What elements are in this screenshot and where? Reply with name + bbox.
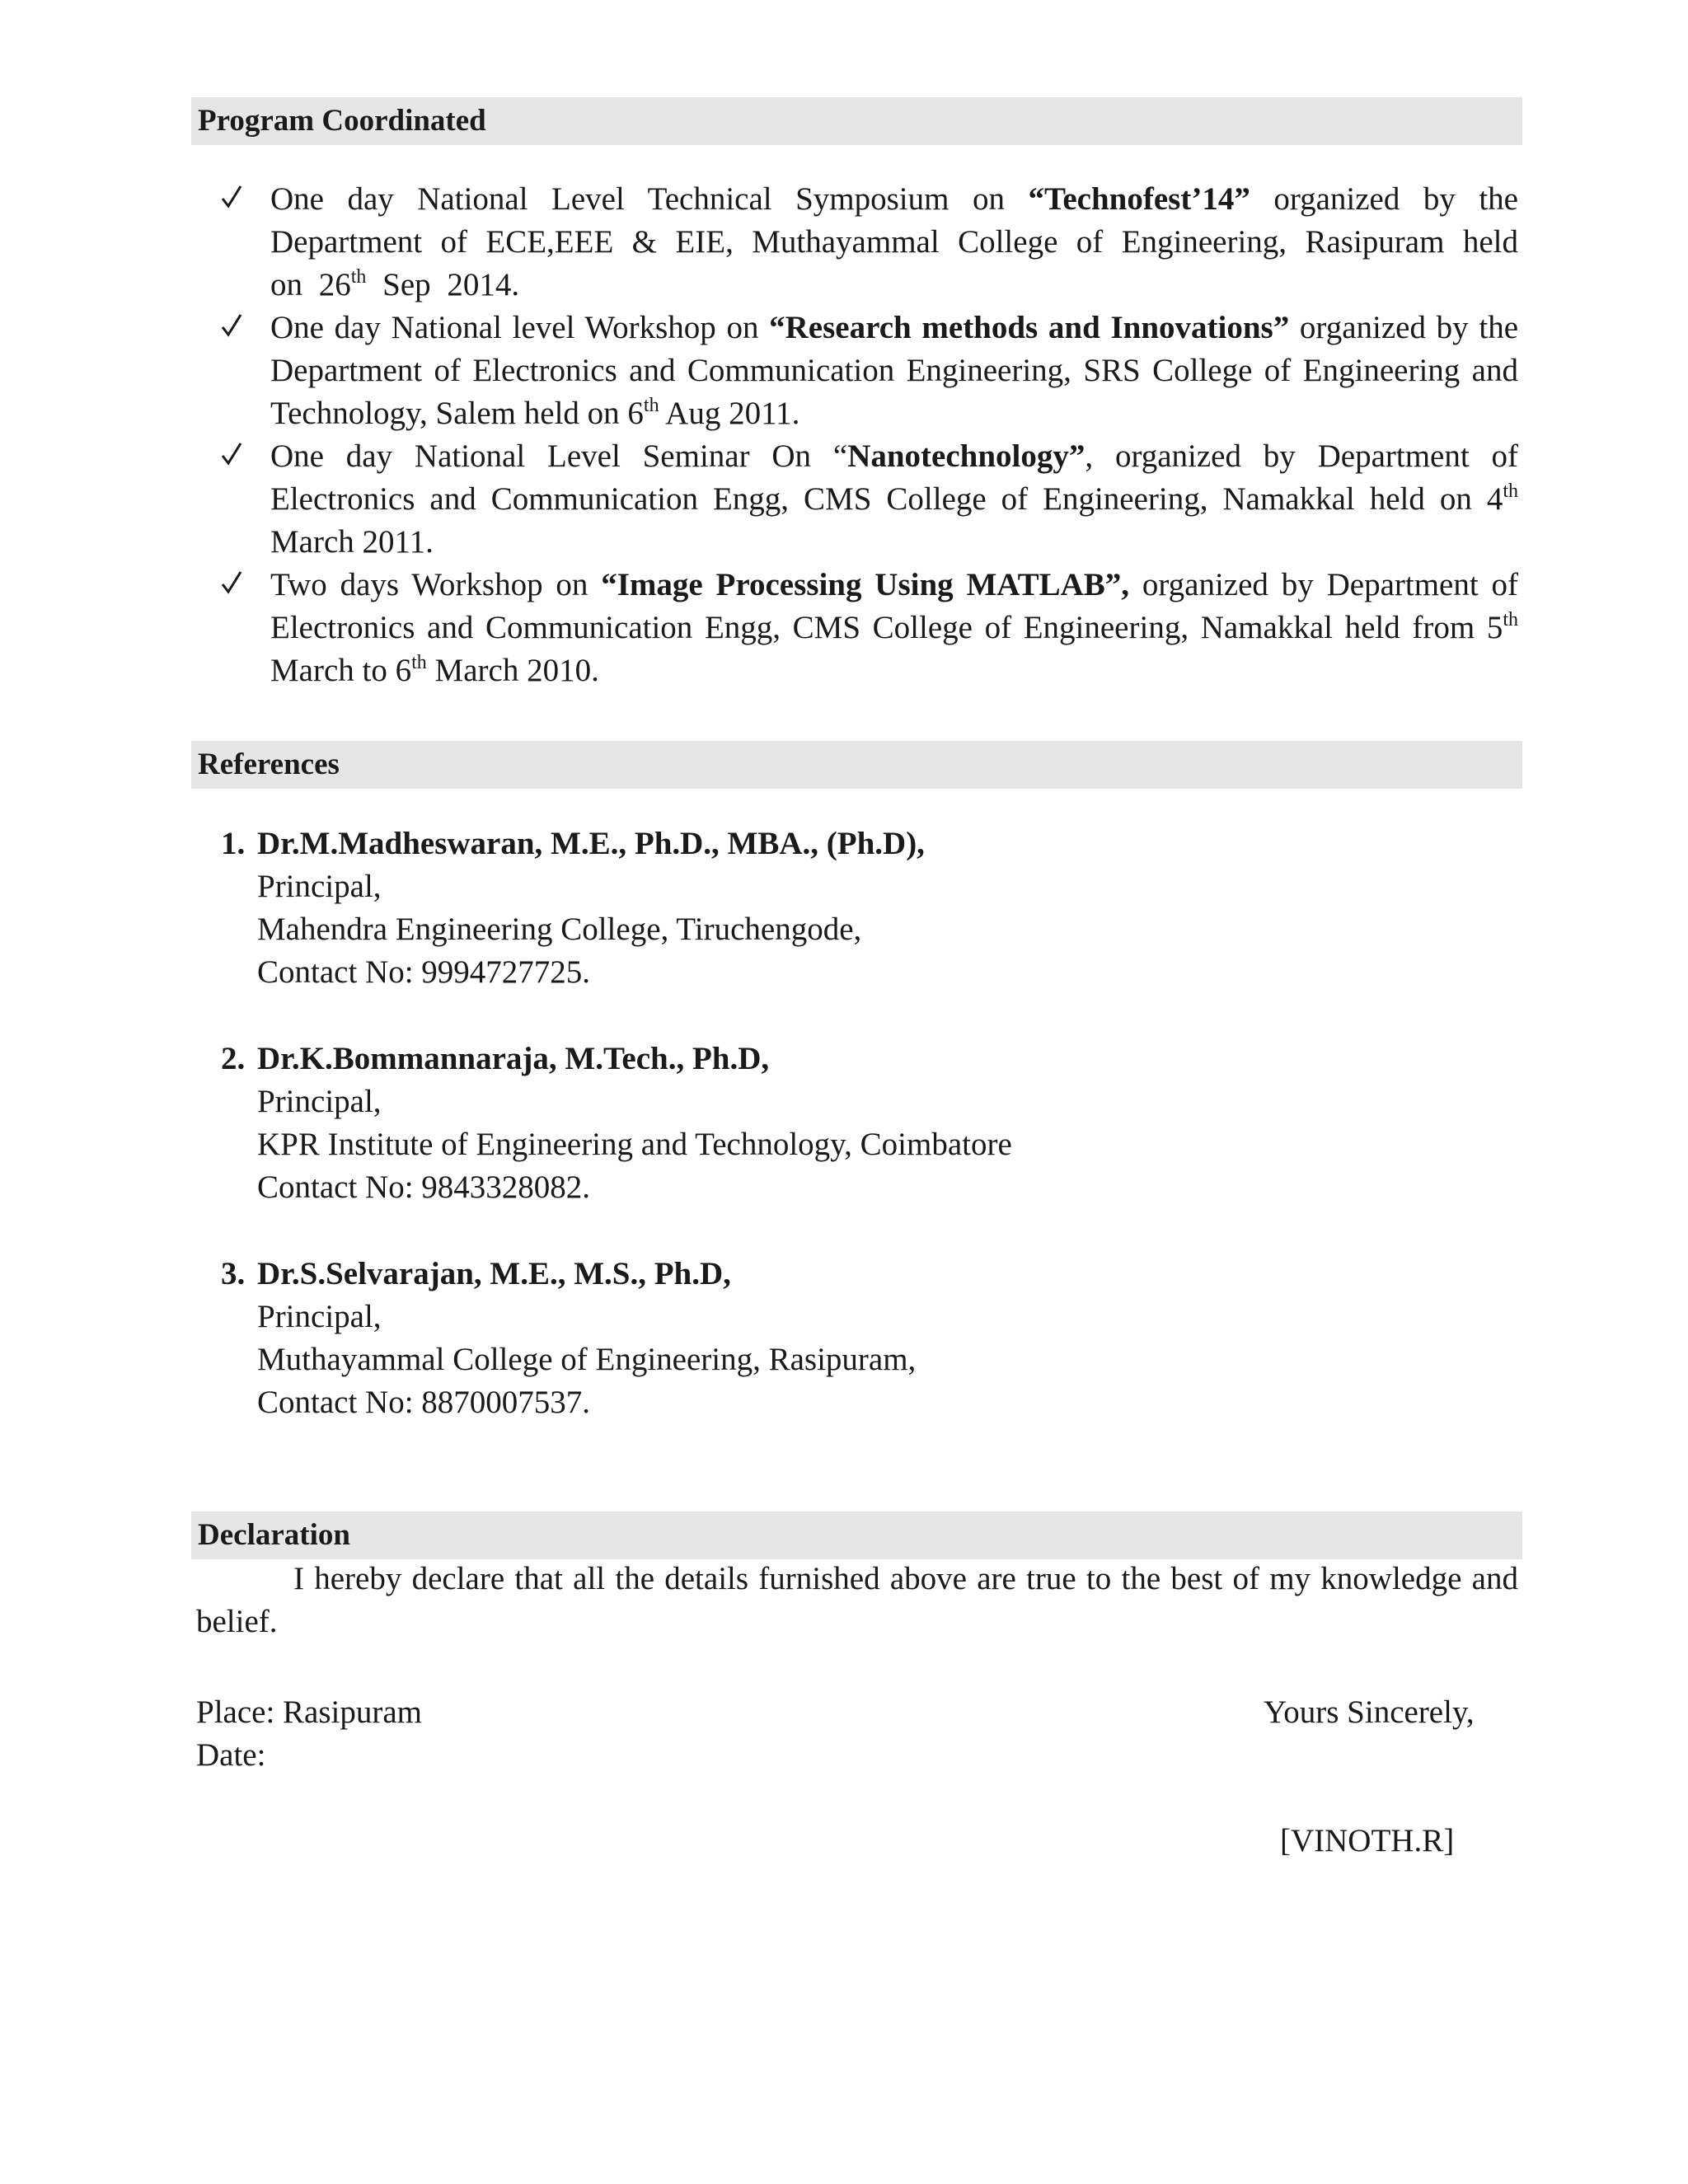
program-item-text: Aug 2011. (659, 396, 800, 431)
program-item-text: March 2011. (270, 524, 434, 560)
ordinal-suffix: th (643, 395, 659, 416)
program-item-text: organized by the Department of ECE,EEE & EIE, Muthayammal College of Engineering, Rasipuram held on 26 (270, 181, 1518, 302)
ordinal-suffix: th (1503, 609, 1518, 630)
signature-name: [VINOTH.R] (1280, 1823, 1455, 1858)
reference-contact: Contact No: 9994727725. (257, 954, 591, 990)
program-list (221, 178, 1518, 692)
section-heading-declaration: Declaration (191, 1511, 1522, 1559)
program-item-title: “Research methods and Innovations” (769, 310, 1290, 345)
reference-entry (221, 1253, 1375, 1424)
program-item-text: One day National Level Technical Symposium on (270, 181, 1029, 217)
program-item-text: organized by Department of Electronics and Communication Engg, CMS College of Engineering, Namakkal held from 5 (270, 567, 1519, 645)
program-item (221, 564, 1518, 692)
program-item-text: Two days Workshop on (270, 567, 602, 602)
program-item-text: Sep 2014. (366, 267, 520, 302)
closing-salutation: Yours Sincerely, (1264, 1694, 1475, 1730)
program-item-text: March to 6 (270, 653, 412, 688)
program-item-text: organized by the Department of Electronics and Communication Engineering, SRS College of Engineering and Technology, Salem held on 6 (270, 310, 1519, 431)
reference-organization: Mahendra Engineering College, Tiruchengode, (257, 912, 862, 947)
program-item (221, 435, 1518, 564)
checkmark-icon (221, 435, 254, 478)
reference-name: Dr.M.Madheswaran, M.E., Ph.D., MBA., (Ph.D), (257, 826, 925, 861)
date-field: Date: (196, 1737, 266, 1773)
reference-entry (221, 1038, 1375, 1209)
reference-name: Dr.K.Bommannaraja, M.Tech., Ph.D, (257, 1041, 770, 1076)
reference-contact: Contact No: 8870007537. (257, 1385, 591, 1420)
reference-contact: Contact No: 9843328082. (257, 1169, 591, 1205)
program-item-text: One day National Level Seminar On “ (270, 438, 848, 474)
reference-role: Principal, (257, 1299, 382, 1334)
program-item (221, 178, 1518, 307)
reference-role: Principal, (257, 869, 382, 904)
checkmark-icon (221, 564, 254, 607)
checkmark-icon (221, 307, 254, 349)
reference-entry (221, 823, 1375, 994)
program-item-text: One day National level Workshop on (270, 310, 770, 345)
ordinal-suffix: th (411, 652, 427, 673)
program-item-text: , organized by Department of Electronics and Communication Engg, CMS College of Engineering, Namakkal held on 4 (270, 438, 1519, 517)
reference-name: Dr.S.Selvarajan, M.E., M.S., Ph.D, (257, 1256, 731, 1291)
place-field: Place: Rasipuram (196, 1694, 423, 1730)
reference-organization: Muthayammal College of Engineering, Rasipuram, (257, 1342, 917, 1377)
reference-number: 1. (221, 826, 246, 861)
declaration-text: I hereby declare that all the details furnished above are true to the best of my knowledge and belief. (196, 1561, 1518, 1639)
program-item (221, 307, 1518, 435)
program-item-title: Nanotechnology” (847, 438, 1085, 474)
reference-number: 2. (221, 1041, 246, 1076)
reference-number: 3. (221, 1256, 246, 1291)
program-item-title: “Technofest’14” (1028, 181, 1250, 217)
ordinal-suffix: th (1503, 480, 1518, 502)
reference-role: Principal, (257, 1084, 382, 1119)
reference-organization: KPR Institute of Engineering and Technology, Coimbatore (257, 1127, 1012, 1162)
ordinal-suffix: th (350, 266, 367, 288)
program-item-text: March 2010. (426, 653, 599, 688)
section-heading-references: References (191, 741, 1522, 789)
checkmark-icon (221, 178, 254, 221)
section-heading-program-coordinated: Program Coordinated (191, 97, 1522, 145)
program-item-title: “Image Processing Using MATLAB”, (601, 567, 1130, 602)
